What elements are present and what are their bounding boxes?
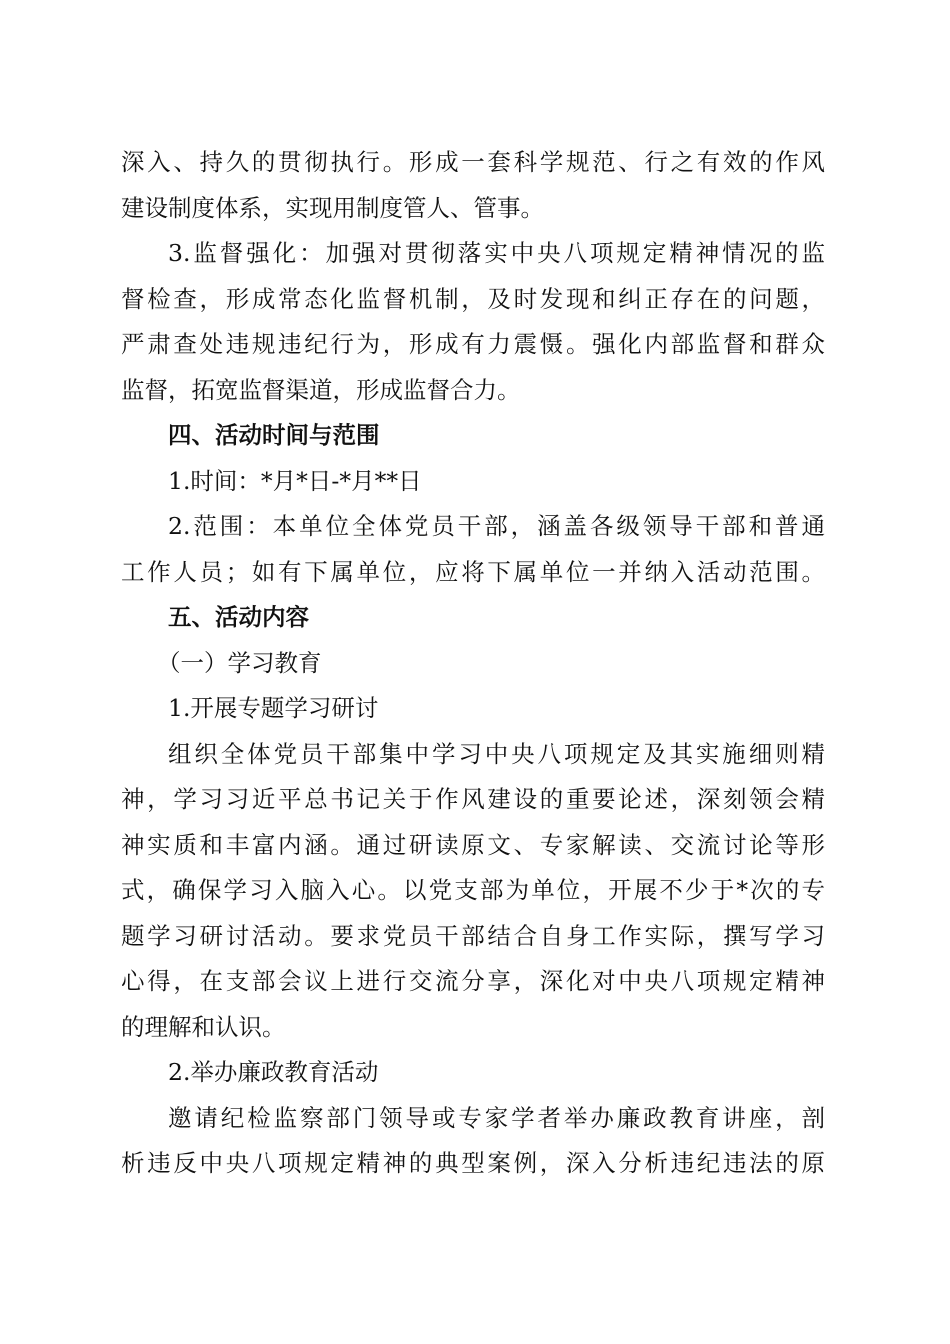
paragraph-line: 3.监督强化：加强对贯彻落实中央八项规定精神情况的监 xyxy=(168,239,825,267)
paragraph-line: 邀请纪检监察部门领导或专家学者举办廉政教育讲座，剖 xyxy=(168,1103,825,1132)
paragraph-line: 2.范围：本单位全体党员干部，涵盖各级领导干部和普通 xyxy=(168,512,825,540)
paragraph-line: 神实质和丰富内涵。通过研读原文、专家解读、交流讨论等形 xyxy=(121,830,825,859)
paragraph-line: 监督，拓宽监督渠道，形成监督合力。 xyxy=(121,375,521,404)
document-body xyxy=(121,140,825,1187)
paragraph-line: 督检查，形成常态化监督机制，及时发现和纠正存在的问题， xyxy=(121,284,825,313)
paragraph-line: 式，确保学习入脑入心。以党支部为单位，开展不少于*次的专 xyxy=(121,876,825,904)
paragraph-line: 建设制度体系，实现用制度管人、管事。 xyxy=(121,193,544,222)
paragraph-line: 严肃查处违规违纪行为，形成有力震慑。强化内部监督和群众 xyxy=(121,330,825,358)
subsection-heading: （一）学习教育 xyxy=(157,648,322,677)
item-heading: 1.开展专题学习研讨 xyxy=(168,694,379,722)
paragraph-line: 析违反中央八项规定精神的典型案例，深入分析违纪违法的原 xyxy=(121,1149,825,1177)
paragraph-line: 工作人员；如有下属单位，应将下属单位一并纳入活动范围。 xyxy=(121,557,825,586)
section-heading: 四、活动时间与范围 xyxy=(168,421,380,449)
paragraph-line: 神，学习习近平总书记关于作风建设的重要论述，深刻领会精 xyxy=(121,785,825,813)
paragraph-line: 1.时间：*月*日-*月**日 xyxy=(168,466,422,495)
item-heading: 2.举办廉政教育活动 xyxy=(168,1058,379,1086)
paragraph-line: 深入、持久的贯彻执行。形成一套科学规范、行之有效的作风 xyxy=(121,148,825,176)
section-heading: 五、活动内容 xyxy=(168,603,309,631)
paragraph-line: 心得，在支部会议上进行交流分享，深化对中央八项规定精神 xyxy=(121,967,825,995)
paragraph-line: 组织全体党员干部集中学习中央八项规定及其实施细则精 xyxy=(168,739,825,768)
paragraph-line: 的理解和认识。 xyxy=(121,1012,286,1041)
paragraph-line: 题学习研讨活动。要求党员干部结合自身工作实际，撰写学习 xyxy=(121,921,825,950)
